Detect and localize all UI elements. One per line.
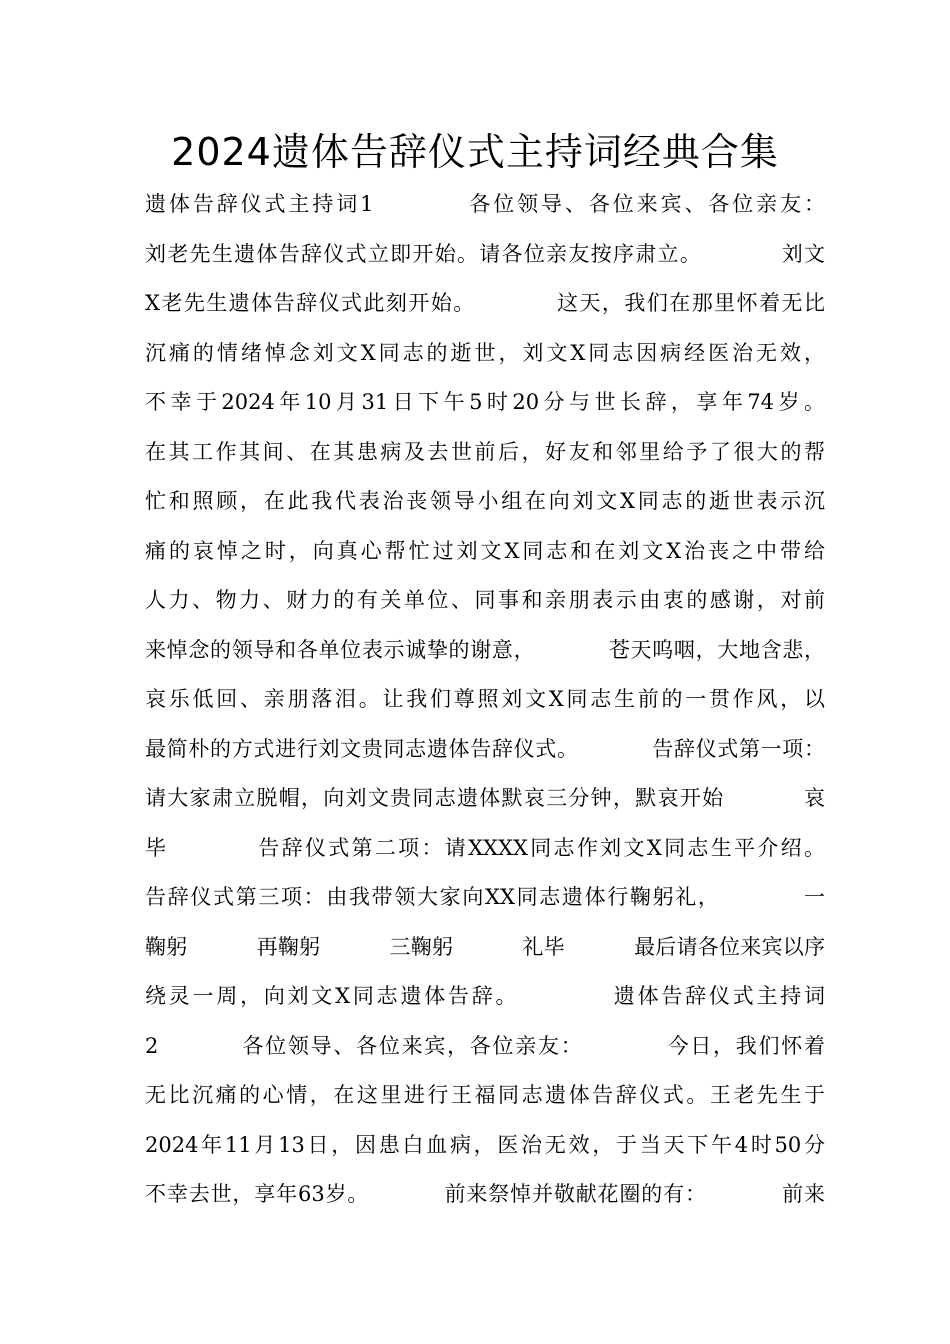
body-line: 来悼念的领导和各单位表示诚挚的谢意， 苍天呜咽，大地含悲，: [145, 637, 825, 662]
body-line: 2 各位领导、各位来宾，各位亲友： 今日，我们怀着: [145, 1033, 825, 1058]
body-line: 沉痛的情绪悼念刘文X同志的逝世，刘文X同志因病经医治无效，: [145, 340, 825, 365]
body-line: 不幸于2024年10月31日下午5时20分与世长辞，享年74岁。: [145, 390, 825, 414]
body-line: 绕灵一周，向刘文X同志遗体告辞。 遗体告辞仪式主持词: [145, 984, 825, 1008]
body-line: 在其工作其间、在其患病及去世前后，好友和邻里给予了很大的帮: [145, 439, 825, 464]
body-line: 痛的哀悼之时，向真心帮忙过刘文X同志和在刘文X治丧之中带给: [145, 538, 825, 563]
body-line: 毕 告辞仪式第二项：请XXXX同志作刘文X同志生平介绍。: [145, 835, 825, 860]
body-line: 告辞仪式第三项：由我带领大家向XX同志遗体行鞠躬礼， 一: [145, 885, 825, 909]
document-body: [145, 180, 825, 1220]
body-line: 鞠躬 再鞠躬 三鞠躬 礼毕 最后请各位来宾以序: [145, 934, 825, 959]
body-line: 最简朴的方式进行刘文贵同志遗体告辞仪式。 告辞仪式第一项：: [145, 736, 825, 761]
body-line: X老先生遗体告辞仪式此刻开始。 这天，我们在那里怀着无比: [145, 291, 825, 315]
body-line: 遗体告辞仪式主持词1 各位领导、各位来宾、各位亲友：: [145, 192, 825, 216]
body-line: 请大家肃立脱帽，向刘文贵同志遗体默哀三分钟，默哀开始 哀: [145, 786, 825, 810]
body-line: 忙和照顾，在此我代表治丧领导小组在向刘文X同志的逝世表示沉: [145, 489, 825, 513]
body-line: 不幸去世，享年63岁。 前来祭悼并敬献花圈的有： 前来: [145, 1182, 825, 1206]
body-line: 人力、物力、财力的有关单位、同事和亲朋表示由衷的感谢，对前: [145, 588, 825, 612]
body-line: 无比沉痛的心情，在这里进行王福同志遗体告辞仪式。王老先生于: [145, 1083, 825, 1107]
body-line: 刘老先生遗体告辞仪式立即开始。请各位亲友按序肃立。 刘文: [145, 241, 825, 266]
document-title: 2024遗体告辞仪式主持词经典合集: [171, 130, 779, 174]
body-line: 哀乐低回、亲朋落泪。让我们尊照刘文X同志生前的一贯作风，以: [145, 687, 825, 711]
body-line: 2024年11月13日，因患白血病，医治无效，于当天下午4时50分: [145, 1132, 825, 1157]
